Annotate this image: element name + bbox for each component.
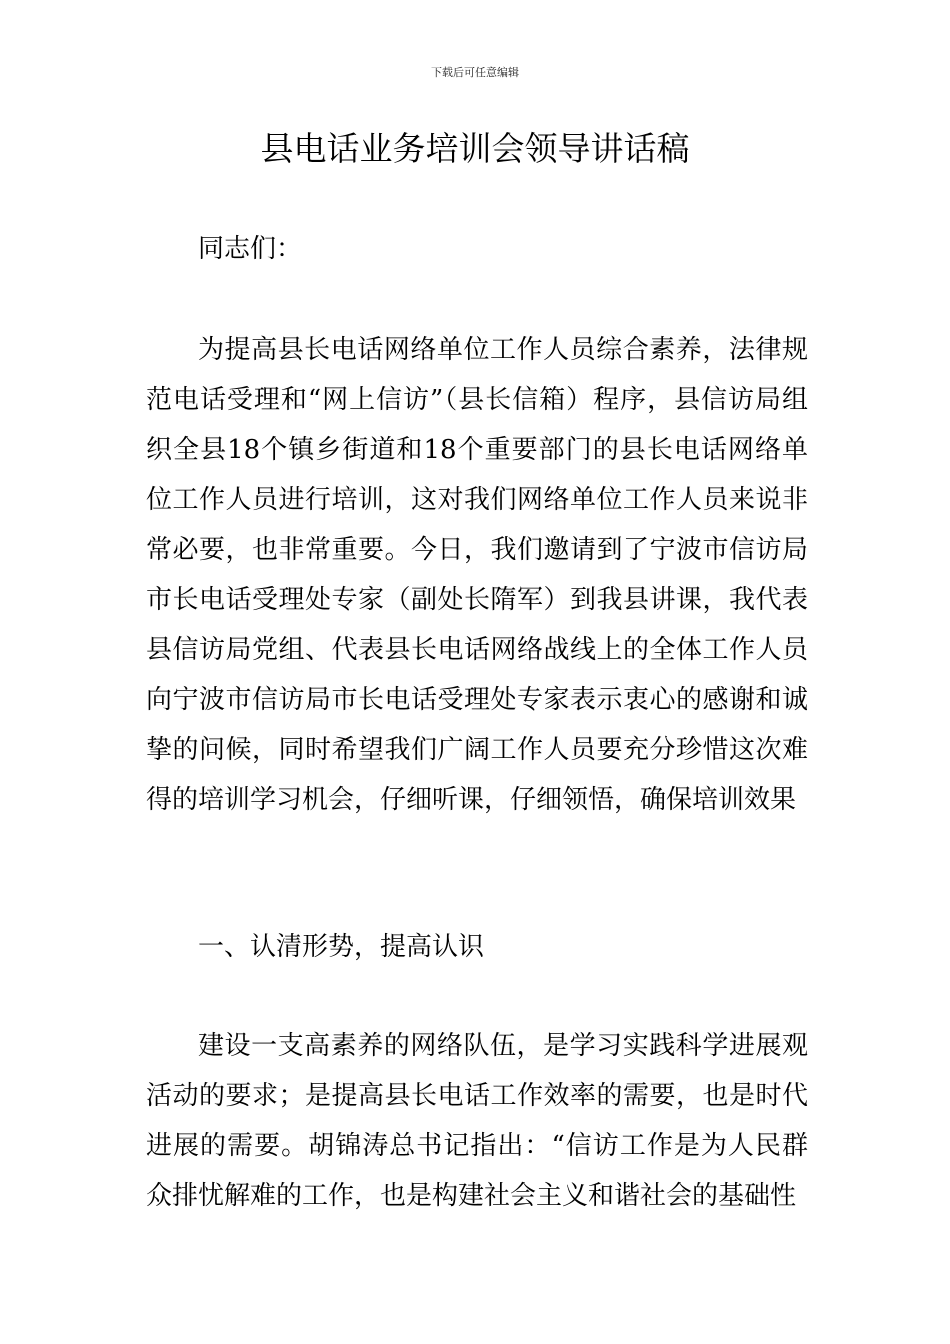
header-note: 下载后可任意编辑: [431, 66, 519, 79]
section-paragraph: 建设一支高素养的网络队伍，是学习实践科学进展观活动的要求；是提高县长电话工作效率的需要，也是时代进展的需要。胡锦涛总书记指出：“信访工作是为人民群众排忧解难的工作，也是构建社会主义和谐社会的基础性: [146, 1031, 808, 1211]
intro-paragraph: 为提高县长电话网络单位工作人员综合素养，法律规范电话受理和“网上信访”（县长信箱）程序，县信访局组织全县18个镇乡街道和18个重要部门的县长电话网络单位工作人员进行培训，这对我们网络单位工作人员来说非常必要，也非常重要。今日，我们邀请到了宁波市信访局市长电话受理处专家（副处长隋军）到我县讲课，我代表县信访局党组、代表县长电话网络战线上的全体工作人员向宁波市信访局市长电话受理处专家表示衷心的感谢和诚挚的问候，同时希望我们广阔工作人员要充分珍惜这次难得的培训学习机会，仔细听课，仔细领悟，确保培训效果: [146, 335, 808, 815]
document-title: 县电话业务培训会领导讲话稿: [260, 129, 690, 168]
section-heading: 一、认清形势，提高认识: [198, 932, 485, 962]
greeting-paragraph: 同志们：: [198, 234, 303, 264]
